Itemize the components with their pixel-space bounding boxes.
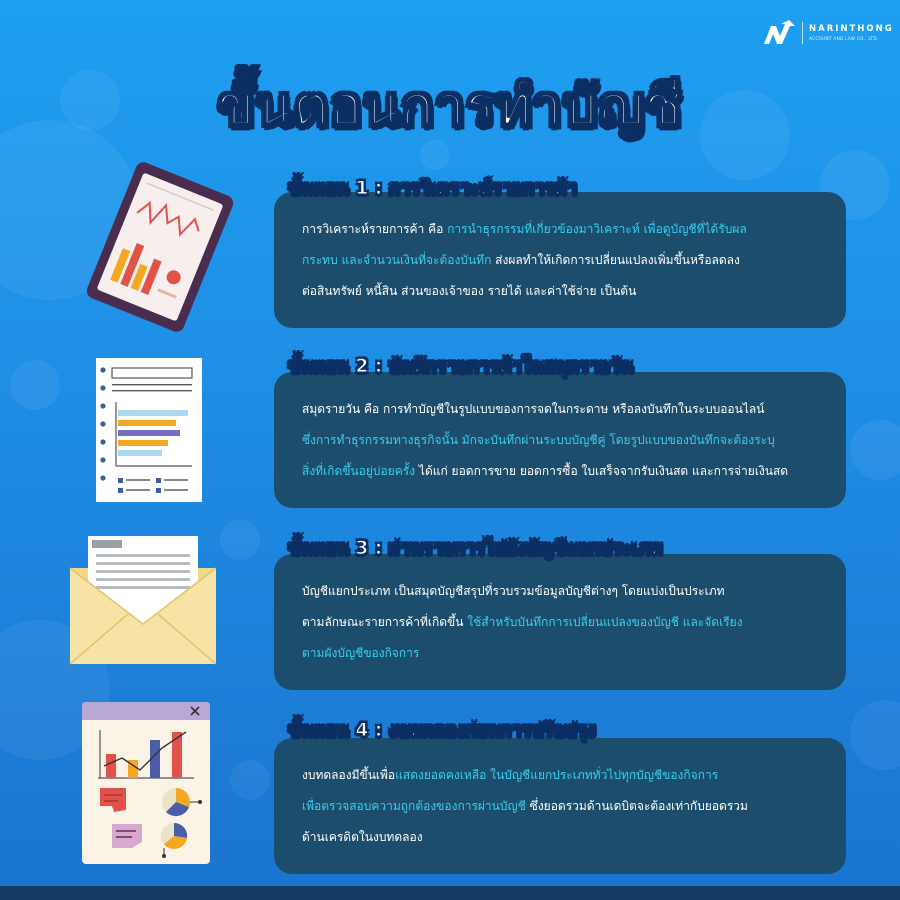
text-segment: งบทดลองมีขึ้นเพื่อ	[302, 768, 396, 782]
text-segment: ส่งผลทำให้เกิดการเปลี่ยนแปลงเพิ่มขึ้นหรือลดลง	[491, 253, 740, 267]
brand-name: NARINTHONG	[809, 24, 894, 35]
highlight-segment: แสดงยอดคงเหลือ ในบัญชีแยกประเภททั่วไปทุกบัญชีของกิจการ	[395, 768, 719, 782]
highlight-segment: เพื่อตรวจสอบความถูกต้องของการผ่านบัญชี	[302, 799, 526, 813]
step-4-line-1	[302, 760, 824, 791]
highlight-segment: ใช้สำหรับบันทึกการเปลี่ยนแปลงของบัญชี และจัดเรียง	[467, 615, 743, 629]
highlight-segment: ซึ่งการทำธุรกรรมทางธุรกิจนั้น มักจะบันทึกผ่านระบบบัญชีคู่ โดยรูปแบบของบันทึกจะต้องระบุ	[302, 433, 775, 447]
step-4-line-2	[302, 791, 824, 822]
journal-paper-icon	[96, 358, 202, 502]
text-segment: ซึ่งยอดรวมด้านเดบิตจะต้องเท่ากับยอดรวม	[525, 799, 748, 813]
step-2-line-3	[302, 456, 824, 487]
text-segment: สมุดรายวัน คือ การทำบัญชีในรูปแบบของการจดในกระดาษ หรือลงบันทึกในระบบออนไลน์	[302, 402, 765, 416]
brand-subtitle: ACCOUNT AND LAW CO., LTD.	[809, 35, 879, 41]
highlight-segment: กระทบ และจำนวนเงินที่จะต้องบันทึก	[302, 253, 492, 267]
step-3-line-3	[302, 638, 824, 669]
text-segment: ด้านเครดิตในงบทดลอง	[302, 830, 423, 844]
text-segment: ตามลักษณะรายการค้าที่เกิดขึ้น	[302, 615, 468, 629]
highlight-segment: การนำธุรกรรมที่เกี่ยวข้องมาวิเคราะห์ เพื่อดูบัญชีที่ได้รับผล	[447, 222, 747, 236]
page-title: ขั้นตอนการทำบัญชี	[217, 74, 683, 137]
step-2-card	[274, 372, 846, 508]
step-4-card	[274, 738, 846, 874]
step-1-line-2	[302, 245, 824, 276]
step-2-title: ขั้นตอน 2 : บันทึกรายการค้าในสมุดรายวัน	[288, 356, 634, 377]
step-3-line-1	[302, 576, 824, 607]
logo-mark-icon	[762, 20, 798, 46]
step-3-line-2	[302, 607, 824, 638]
envelope-document-icon	[68, 532, 218, 666]
step-1-line-3	[302, 276, 824, 307]
step-1-line-1	[302, 214, 824, 245]
brand-logo	[762, 20, 894, 46]
step-2-line-1	[302, 394, 824, 425]
step-1-title: ขั้นตอน 1 : การวิเคราะห์รายการค้า	[288, 178, 578, 199]
tablet-chart-icon	[80, 162, 240, 332]
logo-divider	[802, 22, 803, 44]
step-3-title: ขั้นตอน 3 : ผ่านรายการไปยังบัญชีแยกประเภท	[288, 538, 663, 559]
text-segment: ได้แก่ ยอดการขาย ยอดการซื้อ ใบเสร็จจากรับเงินสด และการจ่ายเงินสด	[415, 464, 789, 478]
highlight-segment: สิ่งที่เกิดขึ้นอยู่บ่อยครั้ง	[302, 464, 416, 478]
text-segment: บัญชีแยกประเภท เป็นสมุดบัญชีสรุปที่รวบรวมข้อมูลบัญชีต่างๆ โดยแบ่งเป็นประเภท	[302, 584, 725, 598]
step-2-line-2	[302, 425, 824, 456]
step-4-line-3	[302, 822, 824, 853]
trial-balance-window-icon	[82, 702, 210, 864]
step-3-card	[274, 554, 846, 690]
highlight-segment: ตามผังบัญชีของกิจการ	[302, 646, 420, 660]
text-segment: ต่อสินทรัพย์ หนี้สิน ส่วนของเจ้าของ รายได้ และค่าใช้จ่าย เป็นต้น	[302, 284, 637, 298]
step-1-card	[274, 192, 846, 328]
footer-bar	[0, 886, 900, 900]
text-segment: การวิเคราะห์รายการค้า คือ	[302, 222, 448, 236]
step-4-title: ขั้นตอน 4 : งบทดลองก่อนการปรับปรุง	[288, 720, 596, 741]
